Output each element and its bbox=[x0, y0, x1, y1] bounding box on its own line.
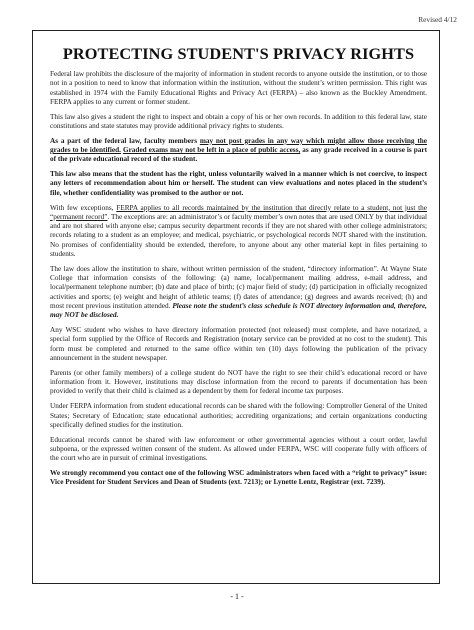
text-span: As a part of the federal law, faculty members bbox=[50, 136, 200, 145]
paragraph-letters-of-recommendation: This law also means that the student has the right, unless voluntarily waived in a manner which is not coercive, to inspect any letters of recommendation about him or herself. The student can view evaluations and notes placed in the student’s file, whether confidentiality was promised to the author or not. bbox=[50, 170, 427, 197]
emphasis-class-schedule: Please note the student’s class schedule is NOT directory information and, therefore, may NOT be disclosed. bbox=[50, 302, 427, 320]
text-span: as any grade received in a course is part of the private educational record of the student. bbox=[50, 146, 427, 164]
paragraph-law-enforcement: Educational records cannot be shared with law enforcement or other governmental agencies without a court order, lawful subpoena, or the expressed written consent of the student. As allowed under FERPA, WSC will cooperate fully with officers of the court who are in pursuit of criminal investigations. bbox=[50, 435, 427, 463]
page-title: PROTECTING STUDENT'S PRIVACY RIGHTS bbox=[62, 44, 415, 63]
emphasis-ferpa-applies: FERPA applies to all records maintained by the institution that directly relate to a student, not just the “permanent record” bbox=[50, 203, 427, 221]
paragraph-contacts: We strongly recommend you contact one of the following WSC administrators when faced with a “right to privacy” issue: Vice President for Student Services and Dean of Students (ext. 7213); or Lynette Lentz, Registrar (ext. 7239). bbox=[50, 468, 427, 487]
paragraph-record-exceptions bbox=[50, 204, 427, 260]
text-span: . The exceptions are: an administrator’s or faculty member’s own notes that are used ONLY by that individual and are not shared with anyone else; campus security department records if they are not shared with other college administrators; records relating to a student as an employee; and medical, psychiatric, or psychological records NOT shared with the institution. No promises of confidentiality should be extended, therefore, to anyone about any other material kept in files pertaining to students. bbox=[50, 212, 428, 259]
revision-date: Revised 4/12 bbox=[418, 15, 457, 24]
paragraph-ferpa-intro: Federal law prohibits the disclosure of the majority of information in student records to anyone outside the institution, or to those not in a position to need to know that information within the institution, without the student’s written permission. This right was established in 1974 with the Family Educational Rights and Privacy Act (FERPA) – also known as the Buckley Amendment. FERPA applies to any current or former student. bbox=[50, 70, 427, 106]
paragraph-shared-with: Under FERPA information from student educational records can be shared with the following: Comptroller General of the United States; Secretary of Education; state educational authorities; accrediting organizations; and certain organizations conducting specifically defined studies for the institution. bbox=[50, 402, 427, 429]
paragraph-directory-protection: Any WSC student who wishes to have directory information protected (not released) must complete, and have notarized, a special form supplied by the Office of Records and Registration (notary service can be provided at no cost to the student). This form must be completed and returned to the same office within ten (10) days following the publication of the privacy announcement in the student newspaper. bbox=[50, 326, 427, 363]
document-border bbox=[32, 30, 440, 584]
text-span: The law does allow the institution to share, without written permission of the student, “directory information”. At Wayne State College that information consists of the following: (a) name, local/permanent mailing address, e-mail address, and local/permanent telephone number; (b) date and place of birth; (c) major field of study; (d) participation in officially recognized activities and sports; (e) weight and height of athletic teams; (f) dates of attendance; (g) degrees and awards received; (h) and most recent previous institution attended. bbox=[50, 264, 427, 311]
paragraph-inspect-records: This law also gives a student the right to inspect and obtain a copy of his or her own records. In addition to this federal law, state constitutions and state statutes may provide additional privacy rights to students. bbox=[50, 112, 427, 130]
emphasis-graded-exams: Graded exams may not be left in a place of public access, bbox=[122, 146, 301, 155]
emphasis-posting-grades: may not post grades in any way which might allow those receiving the grades to be identified. bbox=[50, 136, 427, 155]
paragraph-parents: Parents (or other family members) of a college student do NOT have the right to see their child’s educational record or have information from it. However, institutions may disclose information from the record to parents if documentation has been provided to verify that their child is claimed as a dependent by them for federal income tax purposes. bbox=[50, 368, 427, 396]
paragraph-directory-information bbox=[50, 265, 427, 321]
paragraph-posting-grades bbox=[50, 137, 427, 165]
page-number: - 1 - bbox=[230, 592, 244, 601]
text-span: With few exceptions, bbox=[50, 203, 117, 212]
